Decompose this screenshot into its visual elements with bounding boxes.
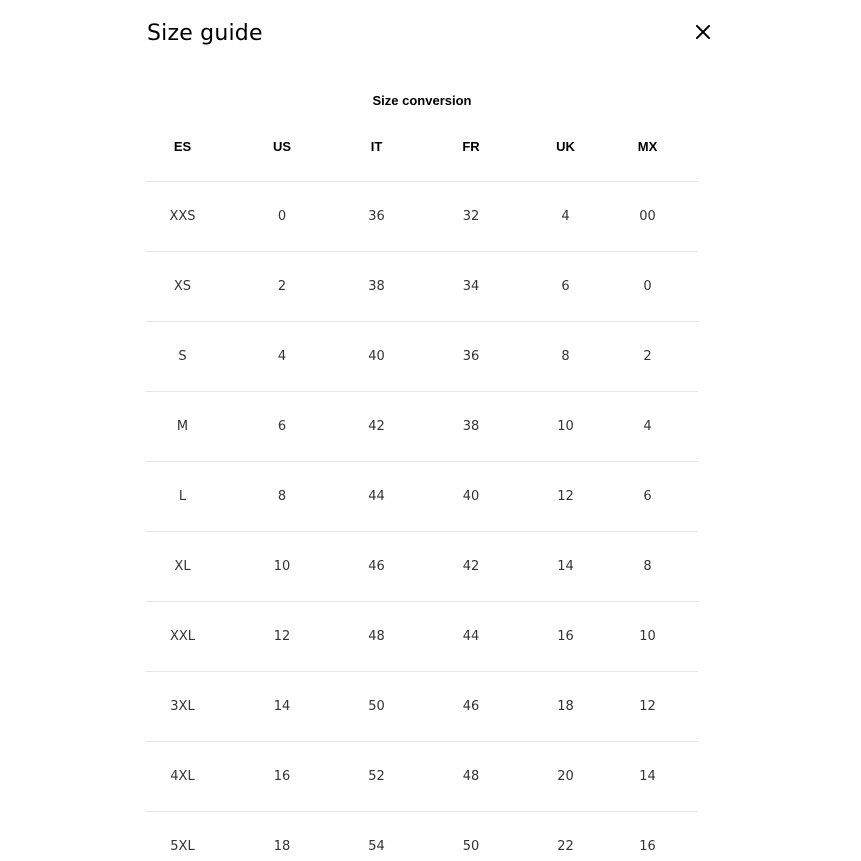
column-header-es: ES: [146, 112, 219, 182]
column-header-it: IT: [345, 112, 408, 182]
table-cell: 14: [219, 672, 345, 742]
table-cell: 5XL: [146, 812, 219, 861]
table-cell: 8: [597, 532, 698, 602]
table-cell: 8: [219, 462, 345, 532]
table-cell: 20: [534, 742, 597, 812]
table-cell: 0: [597, 252, 698, 322]
table-cell: 18: [534, 672, 597, 742]
table-header-row: [146, 112, 698, 182]
modal-title: Size guide: [147, 21, 263, 46]
size-conversion-table: [146, 112, 698, 861]
table-cell: 38: [408, 392, 534, 462]
column-header-uk: UK: [534, 112, 597, 182]
table-cell: XXS: [146, 182, 219, 252]
table-cell: XS: [146, 252, 219, 322]
table-row: [146, 182, 698, 252]
table-cell: 2: [597, 322, 698, 392]
table-cell: 50: [408, 812, 534, 861]
table-row: [146, 812, 698, 861]
table-cell: 12: [597, 672, 698, 742]
table-cell: 16: [219, 742, 345, 812]
table-cell: 6: [534, 252, 597, 322]
table-row: [146, 462, 698, 532]
table-cell: 42: [408, 532, 534, 602]
table-row: [146, 742, 698, 812]
table-cell: 44: [408, 602, 534, 672]
table-cell: 50: [345, 672, 408, 742]
table-cell: 14: [534, 532, 597, 602]
table-cell: 12: [219, 602, 345, 672]
table-cell: 46: [345, 532, 408, 602]
table-cell: XXL: [146, 602, 219, 672]
table-cell: 48: [408, 742, 534, 812]
table-cell: 16: [597, 812, 698, 861]
table-row: [146, 532, 698, 602]
table-cell: 32: [408, 182, 534, 252]
table-row: [146, 602, 698, 672]
table-cell: 2: [219, 252, 345, 322]
table-cell: 10: [597, 602, 698, 672]
table-cell: 44: [345, 462, 408, 532]
table-row: [146, 672, 698, 742]
table-cell: 4: [534, 182, 597, 252]
column-header-mx: MX: [597, 112, 698, 182]
table-cell: 22: [534, 812, 597, 861]
table-cell: 18: [219, 812, 345, 861]
table-cell: 54: [345, 812, 408, 861]
table-cell: 4: [597, 392, 698, 462]
table-cell: 12: [534, 462, 597, 532]
table-cell: 42: [345, 392, 408, 462]
column-header-fr: FR: [408, 112, 534, 182]
table-cell: 36: [345, 182, 408, 252]
table-cell: L: [146, 462, 219, 532]
table-cell: 36: [408, 322, 534, 392]
table-cell: 16: [534, 602, 597, 672]
table-cell: 14: [597, 742, 698, 812]
table-cell: XL: [146, 532, 219, 602]
table-cell: S: [146, 322, 219, 392]
table-row: [146, 322, 698, 392]
table-cell: 10: [219, 532, 345, 602]
table-cell: 40: [408, 462, 534, 532]
table-cell: 52: [345, 742, 408, 812]
table-cell: 38: [345, 252, 408, 322]
table-cell: 4XL: [146, 742, 219, 812]
table-cell: 0: [219, 182, 345, 252]
table-cell: 34: [408, 252, 534, 322]
table-row: [146, 392, 698, 462]
table-cell: 4: [219, 322, 345, 392]
table-cell: 6: [219, 392, 345, 462]
close-button[interactable]: [690, 19, 716, 45]
table-cell: 3XL: [146, 672, 219, 742]
table-cell: 00: [597, 182, 698, 252]
table-row: [146, 252, 698, 322]
column-header-us: US: [219, 112, 345, 182]
table-cell: 6: [597, 462, 698, 532]
table-cell: 8: [534, 322, 597, 392]
table-cell: M: [146, 392, 219, 462]
table-cell: 46: [408, 672, 534, 742]
table-cell: 48: [345, 602, 408, 672]
table-cell: 10: [534, 392, 597, 462]
table-caption: Size conversion: [372, 93, 472, 108]
close-icon: [696, 25, 710, 39]
table-cell: 40: [345, 322, 408, 392]
